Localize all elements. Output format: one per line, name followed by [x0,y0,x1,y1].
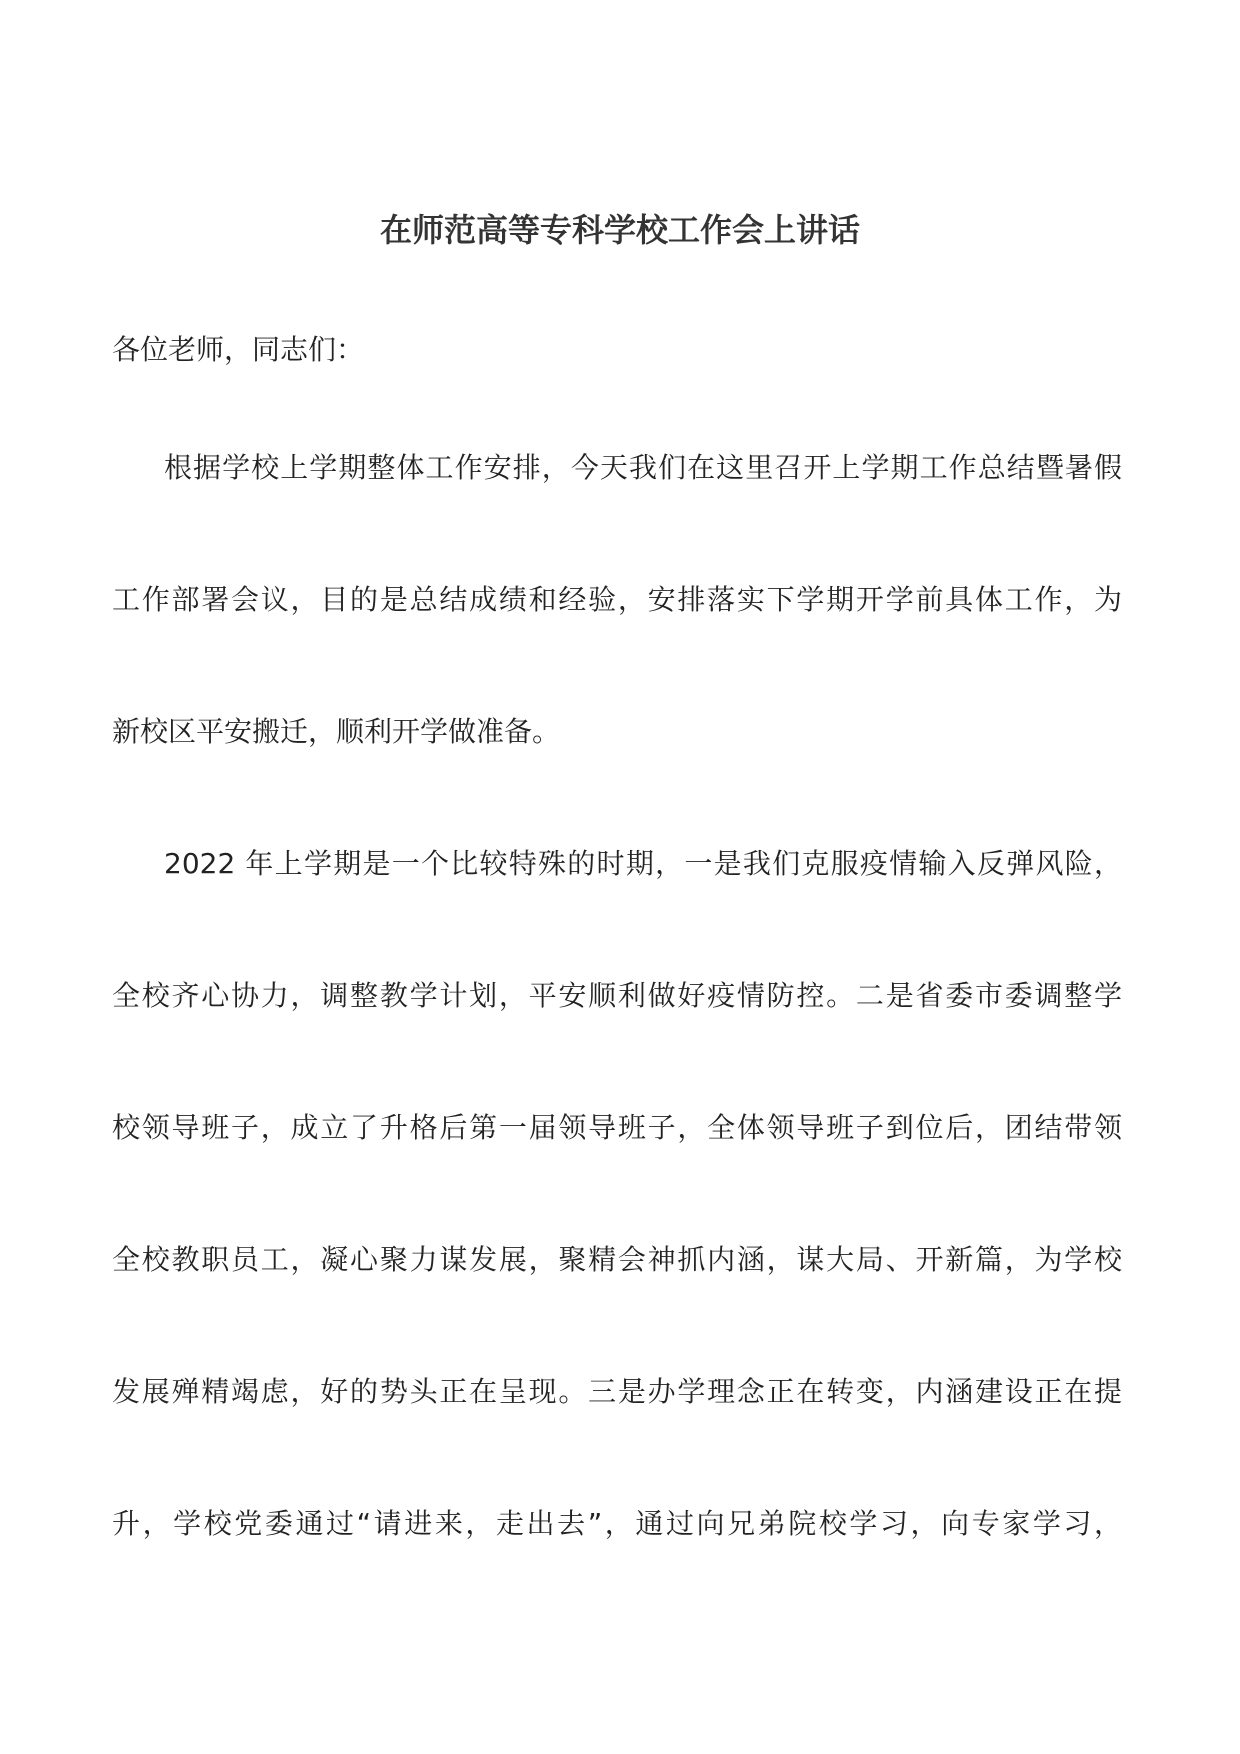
greeting-line: 各位老师，同志们： [112,333,365,366]
paragraph-2-line-2: 全校齐心协力，调整教学计划，平安顺利做好疫情防控。二是省委市委调整学 [112,979,1122,1012]
paragraph-2-line-6: 升，学校党委通过“请进来，走出去”，通过向兄弟院校学习，向专家学习， [112,1507,1122,1540]
paragraph-1-line-2: 工作部署会议，目的是总结成绩和经验，安排落实下学期开学前具体工作，为 [112,583,1122,616]
paragraph-2-line-1: 2022 年上学期是一个比较特殊的时期，一是我们克服疫情输入反弹风险， [164,847,1122,880]
document-title: 在师范高等专科学校工作会上讲话 [379,211,860,249]
paragraph-1-line-3: 新校区平安搬迁，顺利开学做准备。 [112,715,561,748]
paragraph-2-line-3: 校领导班子，成立了升格后第一届领导班子，全体领导班子到位后，团结带领 [112,1111,1122,1144]
paragraph-1-line-1: 根据学校上学期整体工作安排，今天我们在这里召开上学期工作总结暨暑假 [164,451,1122,484]
paragraph-2-line-4: 全校教职员工，凝心聚力谋发展，聚精会神抓内涵，谋大局、开新篇，为学校 [112,1243,1122,1276]
paragraph-2-line-5: 发展殚精竭虑，好的势头正在呈现。三是办学理念正在转变，内涵建设正在提 [112,1375,1122,1408]
body-text [112,448,1122,1636]
